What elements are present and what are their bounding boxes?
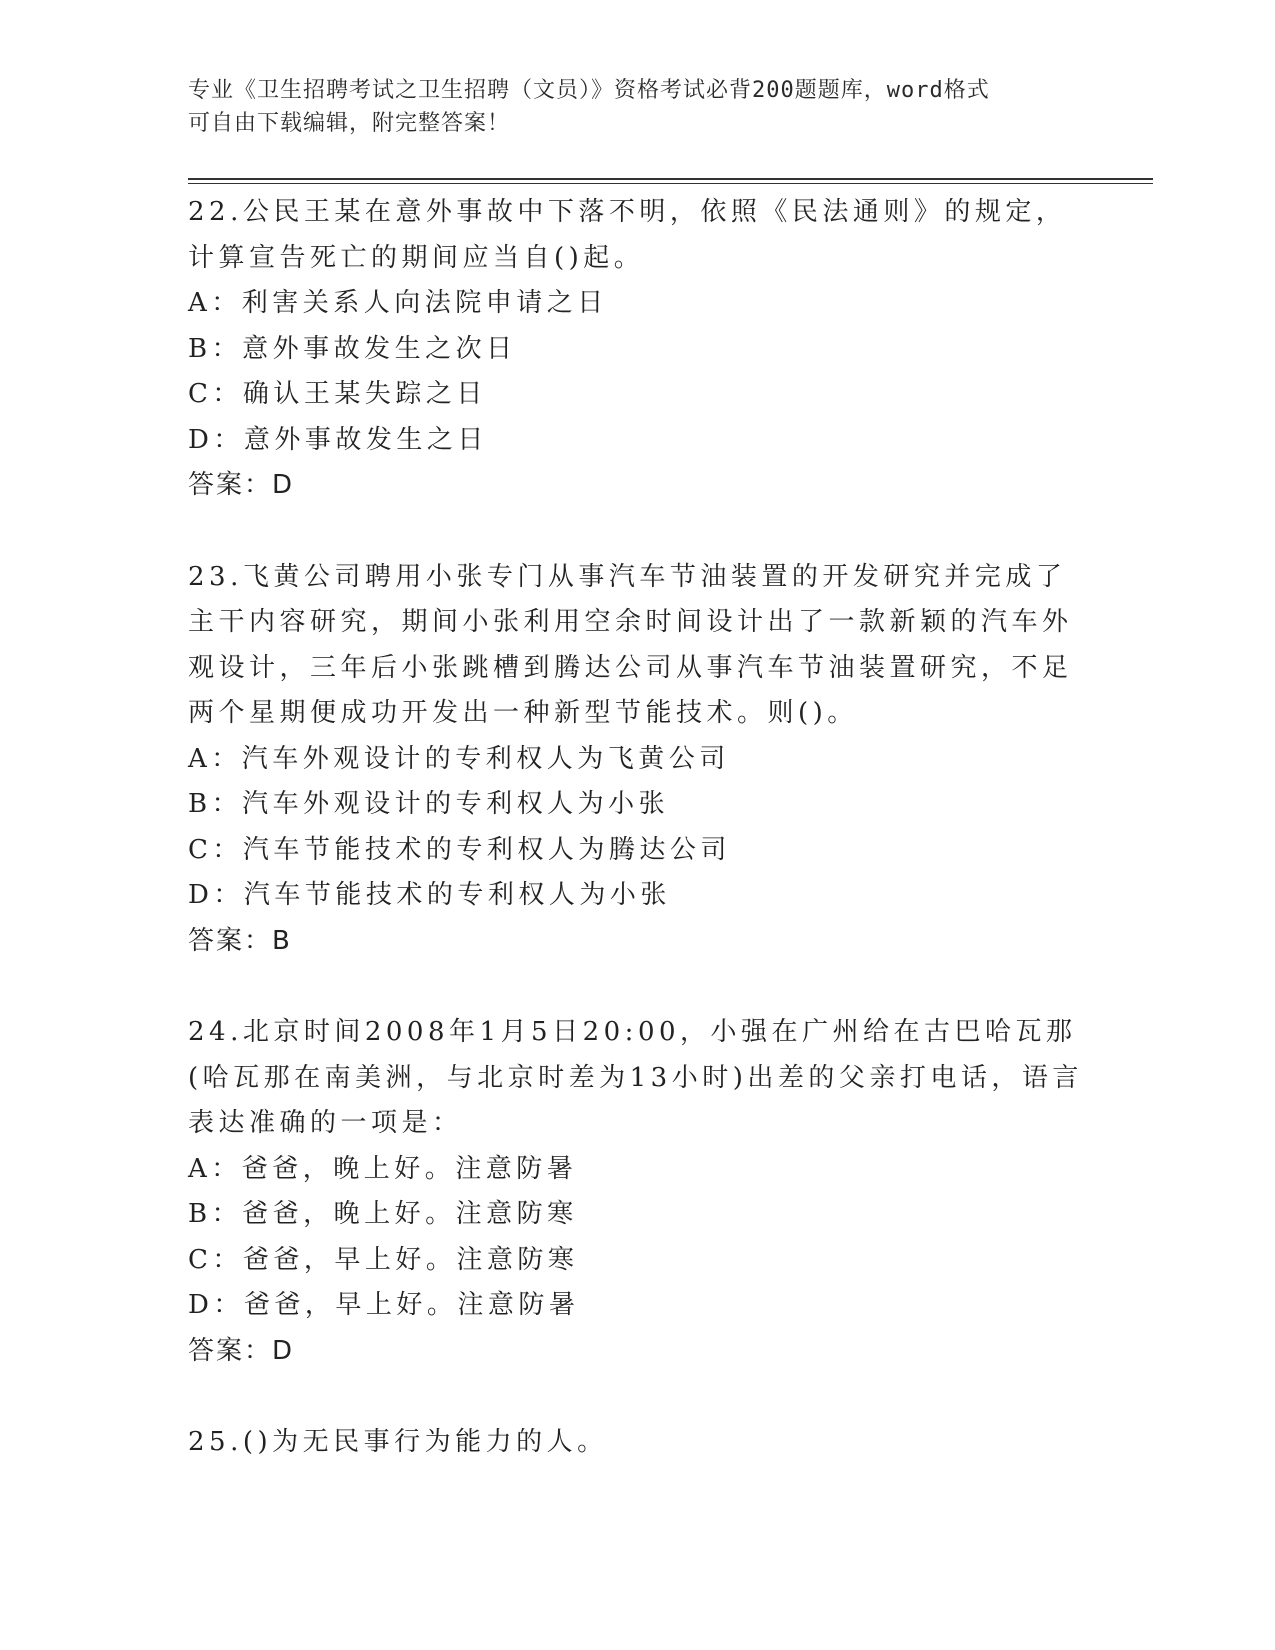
question-stem: 23.飞黄公司聘用小张专门从事汽车节油装置的开发研究并完成了主干内容研究，期间小张利用空余时间设计出了一款新颖的汽车外观设计，三年后小张跳槽到腾达公司从事汽车节油装置研究，不足两个星期便成功开发出一种新型节能技术。则()。: [188, 561, 1073, 728]
answer-line: 答案：B: [188, 925, 292, 956]
option-b: B：爸爸，晚上好。注意防寒: [188, 1199, 578, 1229]
option-a: A：爸爸，晚上好。注意防暑: [188, 1153, 578, 1184]
option-b: B：意外事故发生之次日: [188, 333, 517, 364]
document-header: [188, 74, 1068, 140]
question-24: [188, 1010, 1088, 1374]
option-b: B：汽车外观设计的专利权人为小张: [188, 789, 670, 819]
option-c: C：汽车节能技术的专利权人为腾达公司: [188, 834, 731, 865]
question-23: [188, 555, 1088, 965]
header-title-line: 专业《卫生招聘考试之卫生招聘（文员）》资格考试必背200题题库，word格式: [188, 78, 990, 103]
question-25: [188, 1420, 1088, 1466]
option-c: C：爸爸，早上好。注意防寒: [188, 1244, 579, 1275]
option-d: D：意外事故发生之日: [188, 424, 488, 455]
question-list: [188, 190, 1088, 1512]
option-a: A：利害关系人向法院申请之日: [188, 288, 608, 318]
option-a: A：汽车外观设计的专利权人为飞黄公司: [188, 743, 730, 774]
question-stem: 24.北京时间2008年1月5日20:00，小强在广州给在古巴哈瓦那(哈瓦那在南美洲，与北京时差为13小时)出差的父亲打电话，语言表达准确的一项是：: [188, 1017, 1083, 1138]
option-d: D：爸爸，早上好。注意防暑: [188, 1290, 580, 1320]
header-divider-thick: [188, 178, 1153, 180]
header-subtitle-line: 可自由下载编辑，附完整答案！: [188, 111, 511, 136]
answer-line: 答案：D: [188, 470, 295, 500]
answer-line: 答案：D: [188, 1335, 295, 1366]
question-stem: 25.()为无民事行为能力的人。: [188, 1427, 608, 1457]
question-stem: 22.公民王某在意外事故中下落不明，依照《民法通则》的规定，计算宣告死亡的期间应当自()起。: [188, 197, 1067, 273]
header-divider-thin: [188, 183, 1153, 184]
option-d: D：汽车节能技术的专利权人为小张: [188, 880, 671, 910]
option-c: C：确认王某失踪之日: [188, 379, 487, 409]
question-22: [188, 190, 1088, 509]
